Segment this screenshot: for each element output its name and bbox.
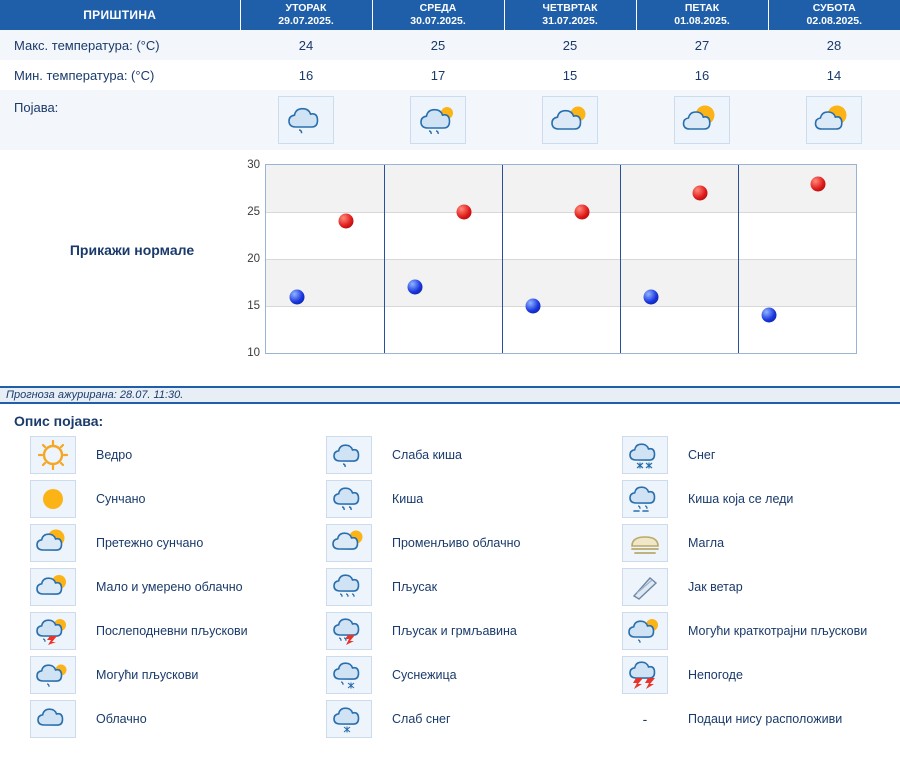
fog-icon (622, 524, 668, 562)
freezing-rain-icon (622, 480, 668, 518)
phenomena-cell-0 (240, 90, 372, 150)
legend-row (14, 609, 900, 653)
phenomena-cell-3 (636, 90, 768, 150)
mostly-sunny-icon (30, 524, 76, 562)
legend-row (14, 697, 900, 741)
legend-icon-cell (606, 521, 684, 565)
possible-showers-icon (622, 612, 668, 650)
tmax-value-3: 27 (636, 30, 768, 60)
light-rain-sun-icon (410, 96, 466, 144)
tmin-value-2: 15 (562, 67, 578, 83)
phenomena-row (0, 90, 900, 150)
legend-label: Могући пљускови (96, 668, 199, 682)
y-axis-tick: 20 (247, 253, 260, 265)
tmax-point (575, 205, 590, 220)
tmin-row (0, 60, 900, 90)
tmin-point (525, 299, 540, 314)
chart-day-separator (738, 165, 739, 353)
legend-row (14, 521, 900, 565)
legend-label: Магла (688, 536, 725, 550)
tmin-value-3: 16 (694, 67, 710, 83)
legend-label: Мало и умерено облачно (96, 580, 243, 594)
chart-day-separator (384, 165, 385, 353)
tmax-value-1: 25 (372, 30, 504, 60)
legend-icon-cell (14, 653, 92, 697)
day-header-2 (504, 0, 636, 30)
city-name: ПРИШТИНА (0, 0, 240, 30)
mostly-sunny-icon (806, 96, 862, 144)
mostly-sunny-icon (674, 96, 730, 144)
chart-gridline (266, 306, 856, 307)
shower-icon (326, 568, 372, 606)
legend-label: Слаба киша (392, 448, 463, 462)
legend-icon-cell (310, 433, 388, 477)
legend-icon-cell (606, 609, 684, 653)
light-rain-icon (326, 436, 372, 474)
legend-icon-cell (14, 477, 92, 521)
day-name-3: ПЕТАК (684, 2, 720, 14)
legend-label: Суснежица (392, 668, 457, 682)
day-header-4 (768, 0, 900, 30)
legend-icon-cell (310, 609, 388, 653)
legend-icon-cell (606, 653, 684, 697)
legend-icon-cell (606, 433, 684, 477)
sleet-icon (326, 656, 372, 694)
legend-row (14, 477, 900, 521)
legend-label: Слаб снег (392, 712, 451, 726)
day-header-1 (372, 0, 504, 30)
tmin-point (643, 289, 658, 304)
y-axis-tick: 10 (247, 347, 260, 359)
legend-icon-cell (14, 697, 92, 741)
y-axis-tick: 30 (247, 159, 260, 171)
no-data-dash: - (642, 711, 648, 727)
chart-plot-area (247, 159, 857, 359)
legend-label: Могући краткотрајни пљускови (688, 624, 868, 638)
tmin-value-1: 17 (430, 67, 446, 83)
day-date-2: 31.07.2025. (542, 15, 598, 27)
legend-icon-cell (310, 653, 388, 697)
cloudy-icon (278, 96, 334, 144)
legend-icon-cell (606, 697, 684, 741)
day-name-2: ЧЕТВРТАК (542, 2, 598, 14)
legend (0, 433, 900, 741)
tmax-point (457, 205, 472, 220)
partly-cloudy-icon (542, 96, 598, 144)
legend-label: Јак ветар (688, 580, 743, 594)
legend-icon-cell (310, 477, 388, 521)
legend-label: Киша (392, 492, 424, 506)
thunderstorm-icon (326, 612, 372, 650)
clear-icon (30, 436, 76, 474)
phenomena-cell-1 (372, 90, 504, 150)
legend-icon-cell (310, 565, 388, 609)
cloudy-icon (30, 700, 76, 738)
legend-icon-cell (310, 697, 388, 741)
chart-band (266, 165, 856, 212)
phenomena-cell-4 (768, 90, 900, 150)
forecast-table (0, 0, 900, 150)
legend-label: Подаци нису расположиви (688, 712, 843, 726)
light-snow-icon (326, 700, 372, 738)
y-axis-tick: 15 (247, 300, 260, 312)
legend-icon-cell (14, 609, 92, 653)
day-header-0 (240, 0, 372, 30)
tmin-point (761, 308, 776, 323)
legend-title: Опис појава: (14, 413, 104, 429)
chart-day-separator (502, 165, 503, 353)
legend-label: Сунчано (96, 492, 146, 506)
legend-label: Променљиво облачно (392, 536, 521, 550)
legend-icon-cell (14, 565, 92, 609)
day-name-4: СУБОТА (812, 2, 856, 14)
updated-bar: Прогноза ажурирана: 28.07. 11:30. (0, 386, 900, 404)
legend-icon-cell (606, 477, 684, 521)
legend-icon-cell (14, 521, 92, 565)
legend-icon-cell (14, 433, 92, 477)
day-date-3: 01.08.2025. (674, 15, 730, 27)
phenomena-cell-2 (504, 90, 636, 150)
day-name-1: СРЕДА (419, 2, 457, 14)
variable-cloudy-icon (326, 524, 372, 562)
tmin-value-4: 14 (826, 67, 842, 83)
tmax-value-0: 24 (240, 30, 372, 60)
legend-label: Облачно (96, 712, 147, 726)
legend-label: Претежно сунчано (96, 536, 204, 550)
sunny-icon (30, 480, 76, 518)
legend-label: Непогоде (688, 668, 743, 682)
strong-wind-icon (622, 568, 668, 606)
show-normals-link[interactable]: Прикажи нормале (69, 242, 195, 258)
legend-row (14, 653, 900, 697)
partly-cloudy-icon (30, 568, 76, 606)
tmax-label: Макс. температура: (°C) (0, 30, 240, 60)
severe-weather-icon (622, 656, 668, 694)
no-data-icon (622, 700, 668, 738)
legend-row (14, 565, 900, 609)
legend-label: Пљусак и грмљавина (392, 624, 517, 638)
tmax-point (811, 176, 826, 191)
legend-label: Снег (688, 448, 716, 462)
legend-icon-cell (310, 521, 388, 565)
tmax-value-4: 28 (768, 30, 900, 60)
legend-row (14, 433, 900, 477)
legend-label: Пљусак (392, 580, 438, 594)
phenomena-label: Појава: (0, 90, 240, 150)
day-header-3 (636, 0, 768, 30)
tmin-value-0: 16 (298, 67, 314, 83)
legend-label: Послеподневни пљускови (96, 624, 248, 638)
tmax-row (0, 30, 900, 60)
possible-showers2-icon (30, 656, 76, 694)
chart-day-separator (620, 165, 621, 353)
tmax-point (693, 186, 708, 201)
legend-icon-cell (606, 565, 684, 609)
temperature-chart (0, 156, 900, 378)
chart-gridline (266, 212, 856, 213)
y-axis-tick: 25 (247, 206, 260, 218)
tmax-value-2: 25 (504, 30, 636, 60)
forecast-header-row (0, 0, 900, 30)
snow-icon (622, 436, 668, 474)
day-date-0: 29.07.2025. (278, 15, 334, 27)
chart-band (266, 259, 856, 306)
afternoon-showers-icon (30, 612, 76, 650)
day-name-0: УТОРАК (285, 2, 327, 14)
day-date-1: 30.07.2025. (410, 15, 466, 27)
chart-gridline (266, 259, 856, 260)
legend-label: Ведро (96, 448, 133, 462)
tmax-point (339, 214, 354, 229)
day-date-4: 02.08.2025. (806, 15, 862, 27)
legend-label: Киша која се леди (688, 492, 794, 506)
tmin-label: Мин. температура: (°C) (14, 67, 155, 83)
tmin-point (289, 289, 304, 304)
tmin-point (407, 280, 422, 295)
rain-icon (326, 480, 372, 518)
